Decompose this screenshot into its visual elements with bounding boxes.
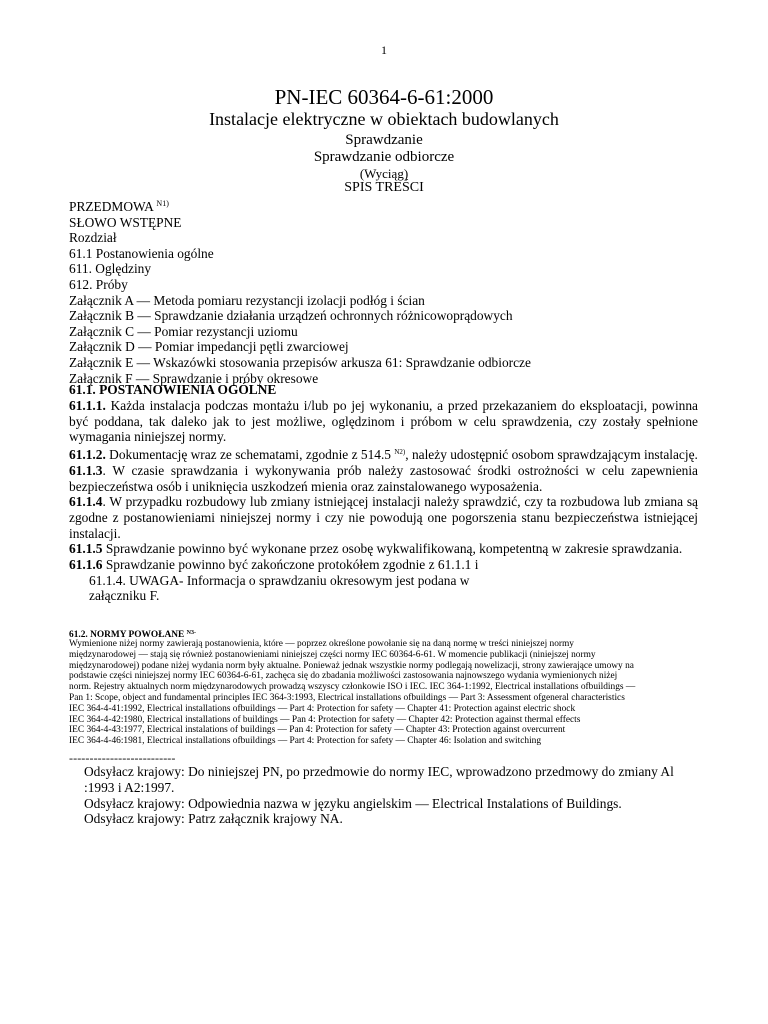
footnote-marker: N2): [394, 448, 406, 457]
toc-title: SPIS TREŚCI: [344, 180, 424, 195]
footnote-separator: --------------------------: [69, 751, 176, 765]
section-body: [69, 398, 698, 604]
paragraph-text: Sprawdzanie powinno być wykonane przez osobę wykwalifikowaną, kompetentną w zakresie sprawdzania.: [102, 541, 683, 557]
toc-item: Załącznik B — Sprawdzanie działania urządzeń ochronnych różnicowoprądowych: [69, 308, 513, 324]
toc-item: Rozdział: [69, 230, 117, 246]
paragraph-text: Dokumentację wraz ze schematami, zgodnie z 514.5: [105, 447, 395, 463]
paragraph-text: Każda instalacja podczas montażu i/lub po jej wykonaniu, a przed przekazaniem do eksploatacji, powinna być poddana, tak daleko jak to jest możliwe, oględzinom i próbom w celu sprawdzenia, czy zostały spełnione wymagania niniejszej normy.: [69, 398, 698, 445]
footnote: Odsyłacz krajowy: Odpowiednia nazwa w języku angielskim — Electrical Instalations of Buildings.: [84, 795, 622, 811]
paragraph-number: 61.1.2.: [69, 447, 106, 463]
toc-item: Załącznik C — Pomiar rezystancji uziomu: [69, 323, 298, 339]
toc-item: Załącznik F — Sprawdzanie i próby okresowe: [69, 370, 319, 386]
reference-line: Wymienione niżej normy zawierają postanowienia, które — poprzez określone powołanie się na daną normę w treści niniejszej normy: [69, 639, 574, 649]
reference-line: podstawie części niniejszej normy IEC 60364-6-61, zachęca się do zbadania możliwości zastosowania najnowszego wydania wymienionych niżej: [69, 671, 618, 682]
paragraph-text: , należy udostępnić osobom sprawdzającym instalację.: [405, 447, 698, 463]
reference-line: IEC 364-4-43:1977, Electrical instalations of buildings — Pan 4: Protection for safety — Chapter 43: Protection against overcurrent: [69, 725, 566, 736]
toc-item: Załącznik A — Metoda pomiaru rezystancji izolacji podłóg i ścian: [69, 292, 425, 308]
paragraph-text: Sprawdzanie powinno być zakończone protokółem zgodnie z 61.1.1 i: [102, 557, 479, 573]
section-heading-text: 61.2. NORMY POWOŁANE: [69, 630, 185, 640]
reference-line: norm. Rejestry aktualnych norm międzynarodowych prowadzą wszyscy członkowie ISO i IEC. IEC 364-1:1992, Electrical installations ofbuildings —: [69, 682, 636, 693]
paragraph-number: 61.1.5: [69, 541, 103, 557]
footnotes: [84, 764, 700, 827]
paragraph-text: . W przypadku rozbudowy lub zmiany istniejącej instalacji należy sprawdzić, czy ta rozbudowa lub zmiana są zgodne z postanowieniami niniejszej normy i czy nie powodują one pogorszenia stanu bezpieczeństwa istniejącej instalacji.: [69, 494, 698, 541]
table-of-contents: [69, 196, 531, 386]
footnote: Odsyłacz krajowy: Patrz załącznik krajowy NA.: [84, 811, 343, 827]
paragraph: [69, 445, 698, 463]
excerpt-label: (Wyciąg): [359, 166, 409, 181]
paragraph: [69, 494, 698, 541]
paragraph: [69, 463, 698, 494]
section-heading: 61.1. POSTANOWIENIA OGÓLNE: [69, 382, 277, 397]
toc-item: 612. Próby: [69, 276, 128, 292]
toc-item: Załącznik E — Wskazówki stosowania przepisów arkusza 61: Sprawdzanie odbiorcze: [69, 354, 531, 370]
reference-line: międzynarodowej — stają się również postanowieniami niniejszej części normy IEC 60364-6-61. W momencie publikacji (niniejszej normy: [69, 649, 596, 660]
reference-line: IEC 364-4-41:1992, Electrical installations ofbuildings — Part 4: Protection for safety — Chapter 41: Protection against electric shock: [69, 703, 576, 714]
reference-line: międzynarodowej) podane niżej wydania norm były aktualne. Ponieważ jednak wszystkie normy podlegają nowelizacji, strony zawierające umowy na: [69, 660, 634, 671]
toc-item: SŁOWO WSTĘPNE: [69, 214, 182, 230]
toc-item: 611. Oględziny: [69, 261, 152, 277]
paragraph-number: 61.1.6: [69, 557, 103, 573]
paragraph: [69, 541, 698, 557]
document-title: Instalacje elektryczne w obiektach budowlanych: [209, 109, 559, 129]
paragraph-continuation: 61.1.4. UWAGA- Informacja o sprawdzaniu okresowym jest podana w załączniku F.: [89, 572, 470, 604]
toc-item-przedmowa: [69, 196, 531, 215]
toc-item: Załącznik D — Pomiar impedancji pętli zwarciowej: [69, 339, 349, 355]
toc-item: 61.1 Postanowienia ogólne: [69, 245, 214, 261]
document-subtitle-2: Sprawdzanie odbiorcze: [313, 149, 455, 165]
paragraph-text: . W czasie sprawdzania i wykonywania prób należy zastosować środki ostrożności w celu zapewnienia bezpieczeństwa osób i uniknięcia uszkodzeń mienia oraz zainstalowanego wyposażenia.: [69, 462, 698, 494]
footnote-marker: N3-: [186, 630, 196, 636]
paragraph-number: 61.1.1.: [69, 398, 106, 413]
page-number: 1: [381, 43, 387, 57]
standard-number: PN-IEC 60364-6-61:2000: [274, 85, 494, 109]
toc-item-label: PRZEDMOWA: [69, 199, 157, 214]
paragraph-number: 61.1.4: [69, 494, 103, 510]
footnote: Odsyłacz krajowy: Do niniejszej PN, po przedmowie do normy IEC, wprowadzono przedmowy do zmiany Al :1993 i A2:1997.: [84, 764, 674, 795]
paragraph: [69, 398, 698, 445]
paragraph-number: 61.1.3: [69, 462, 103, 478]
normative-references: [69, 639, 701, 747]
paragraph: [69, 557, 698, 573]
reference-line: IEC 364-4-42:1980, Electrical installations of buildings — Pan 4: Protection for safety — Chapter 42: Protection against thermal effects: [69, 714, 581, 725]
document-subtitle: Sprawdzanie: [345, 132, 423, 148]
reference-line: Pan 1: Scope, object and fundamental principles IEC 364-3:1993, Electrical installations ofbuildings — Part 3: Assessment ofgeneral characteristics: [69, 692, 625, 703]
reference-line: IEC 364-4-46:1981, Electrical installations ofbuildings — Part 4: Protection for safety — Chapter 46: Isolation and switching: [69, 736, 542, 747]
footnote-marker: N1): [156, 199, 169, 208]
